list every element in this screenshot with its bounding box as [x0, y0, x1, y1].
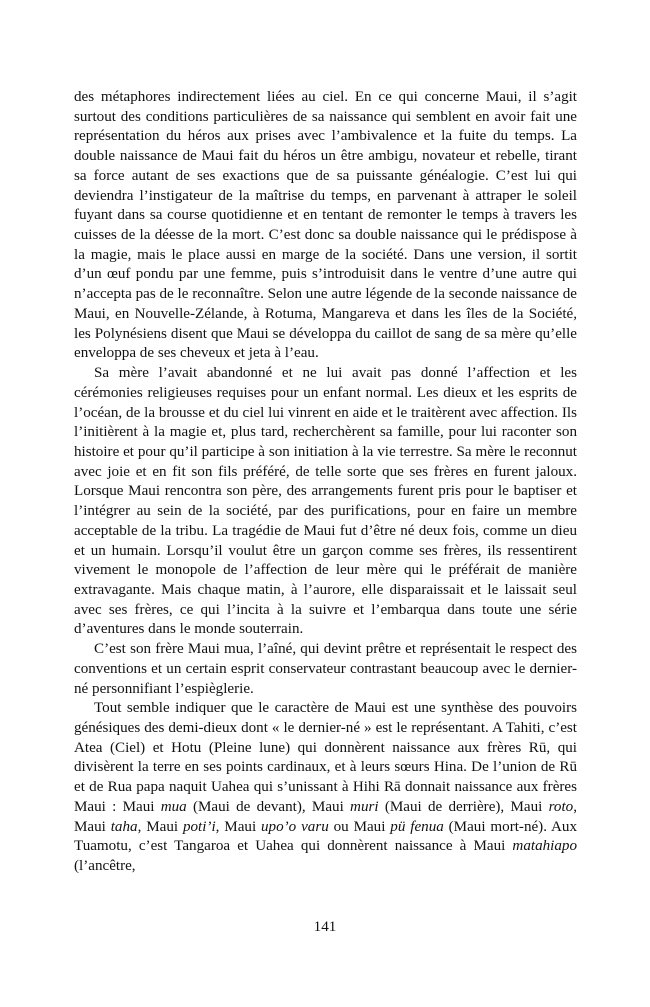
text-run: ou Maui — [328, 818, 391, 835]
text-run: Tout semble indiquer que le caractère de Maui est une synthèse des pouvoirs génésiques des demi-dieux dont « le dernier-né » est le représentant. A Tahiti, c’est Atea (Ciel) et Hotu (Pleine lune) qui donnèrent naissance aux frères Rū, qui divisèrent la terre en ses points cardinaux, et à leurs sœurs Hina. De l’union de Rū et de Rua papa naquit Uahea qui s’unissant à Hihi Rā donnait naissance aux frères Maui : Maui — [74, 700, 577, 815]
paragraph-2 — [74, 364, 577, 640]
text-run: (Maui mort-né). Aux Tuamotu, c’est Tangaroa et Uahea qui donnèrent naissance à Maui — [74, 818, 578, 855]
paragraph-3 — [74, 640, 577, 699]
italic-term: poti’i — [182, 818, 216, 835]
italic-term: pü fenua — [390, 818, 444, 835]
text-run: , Maui — [137, 818, 183, 835]
text-run: (Maui de devant), Maui — [186, 798, 351, 815]
text-run: , Maui — [74, 798, 577, 835]
page-body — [74, 88, 577, 877]
text-run: (Maui de derrière), Maui — [378, 798, 549, 815]
page-number: 141 — [313, 919, 337, 935]
italic-term: mua — [160, 798, 187, 815]
text-run: des métaphores indirectement liées au ciel. En ce qui concerne Maui, il s’agit surtout des conditions particulières de sa naissance qui semblent en avoir fait une représentation du héros aux prises avec l’ambivalence et la fuite du temps. La double naissance de Maui fait du héros un être ambigu, novateur et rebelle, tirant sa force autant de ses exactions que de sa puissante généalogie. C’est lui qui deviendra l’instigateur de la maîtrise du temps, en parvenant à attraper le soleil fuyant dans sa course quotidienne et en tentant de remonter le temps à travers les cuisses de la déesse de la mort. C’est donc sa double naissance qui le prédispose à la magie, mais le place aussi en marge de la société. Dans une version, il sortit d’un œuf pondu par une femme, puis s’introduisit dans le ventre d’une autre qui n’accepta pas de le reconnaître. Selon une autre légende de la seconde naissance de Maui, en Nouvelle-Zélande, à Rotuma, Mangareva et dans les îles de la Société, les Polynésiens disent que Maui se développa du caillot de sang de sa mère qu’elle enveloppa de ses cheveux et jeta à l’eau. — [74, 89, 577, 362]
italic-term: muri — [350, 798, 379, 815]
italic-term: taha — [110, 818, 138, 835]
text-run: Sa mère l’avait abandonné et ne lui avait pas donné l’affection et les cérémonies religieuses requises pour un enfant normal. Les dieux et les esprits de l’océan, de la brousse et du ciel lui vinrent en aide et le traitèrent avec affection. Ils l’initièrent à la magie et, plus tard, recherchèrent sa famille, pour lui raconter son histoire et pour qu’il participe à son initiation à la vie terrestre. Sa mère le reconnut avec joie et en fit son fils préféré, de telle sorte que ses frères en furent jaloux. Lorsque Maui rencontra son père, des arrangements furent pris pour le baptiser et l’intégrer au sein de la société, par des purifications, pour en faire un membre acceptable de la tribu. La tragédie de Maui fut d’être né deux fois, comme un dieu et un humain. Lorsqu’il voulut être un garçon comme ses frères, ils ressentirent vivement le monopole de l’affection de leur mère qui le préférait de manière extravagante. Mais chaque matin, à l’aurore, elle disparaissait et le laissait seul avec ses frères, ce qui l’incita à la suivre et l’embarqua dans toute une série d’aventures dans le monde souterrain. — [74, 365, 577, 638]
italic-term: roto — [548, 798, 574, 815]
text-run: C’est son frère Maui mua, l’aîné, qui devint prêtre et représentait le respect des conventions et un certain esprit conservateur contrastant beaucoup avec le dernier-né personnifiant l’espièglerie. — [74, 641, 577, 697]
paragraph-1 — [74, 88, 577, 364]
italic-term: matahiapo — [512, 838, 577, 855]
paragraph-4 — [74, 699, 577, 876]
text-run: , Maui — [215, 818, 261, 835]
italic-term: upo’o varu — [261, 818, 329, 835]
text-run: (l’ancêtre, — [74, 858, 136, 875]
